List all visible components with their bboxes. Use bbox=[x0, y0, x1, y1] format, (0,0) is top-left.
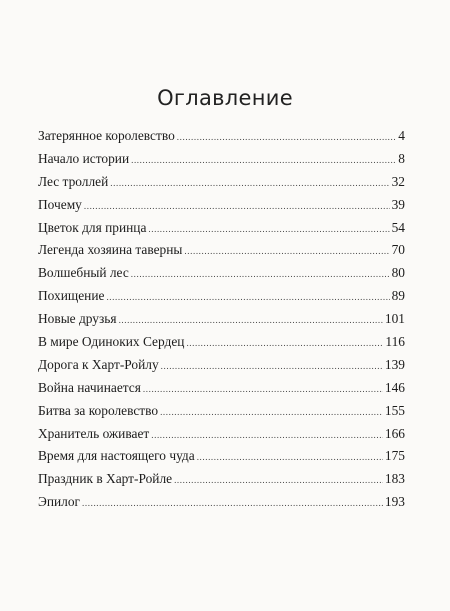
toc-page-number: 8 bbox=[398, 150, 405, 166]
toc-page-number: 146 bbox=[384, 379, 405, 395]
dot-leader bbox=[186, 332, 383, 355]
dot-leader bbox=[160, 401, 383, 424]
dot-leader bbox=[131, 263, 390, 286]
toc-entry bbox=[38, 125, 405, 148]
dot-leader bbox=[110, 172, 389, 195]
toc-entry-title: Лес троллей bbox=[38, 173, 109, 189]
dot-leader bbox=[148, 218, 389, 241]
toc-entry-title: Легенда хозяина таверны bbox=[38, 242, 183, 258]
toc-entry-title: Похищение bbox=[38, 288, 105, 304]
toc-entry-title: Волшебный лес bbox=[38, 265, 129, 281]
toc-page-number: 183 bbox=[384, 471, 405, 487]
toc-page-number: 101 bbox=[384, 311, 405, 327]
toc-entry-title: Битва за королевство bbox=[38, 402, 159, 418]
dot-leader bbox=[131, 149, 396, 172]
toc-page-number: 89 bbox=[391, 288, 405, 304]
toc-entry bbox=[38, 491, 405, 514]
dot-leader bbox=[151, 424, 383, 447]
dot-leader bbox=[82, 492, 383, 515]
dot-leader bbox=[184, 240, 389, 263]
toc-entry-title: Праздник в Харт-Ройле bbox=[38, 471, 173, 487]
toc-entry bbox=[38, 171, 405, 194]
dot-leader bbox=[106, 286, 389, 309]
toc-entry bbox=[38, 468, 405, 491]
toc-entry bbox=[38, 400, 405, 423]
toc-page-number: 166 bbox=[384, 425, 405, 441]
toc-page-number: 39 bbox=[391, 196, 405, 212]
toc-page-number: 32 bbox=[391, 173, 405, 189]
toc-entry bbox=[38, 194, 405, 217]
toc-entry bbox=[38, 308, 405, 331]
toc-page-number: 70 bbox=[391, 242, 405, 258]
toc-page-number: 155 bbox=[384, 402, 405, 418]
dot-leader bbox=[84, 195, 390, 218]
dot-leader bbox=[197, 446, 383, 469]
toc-entry bbox=[38, 148, 405, 171]
toc-page-number: 80 bbox=[391, 265, 405, 281]
toc-entry-title: Хранитель оживает bbox=[38, 425, 150, 441]
toc-page-number: 175 bbox=[384, 448, 405, 464]
toc-entry bbox=[38, 445, 405, 468]
toc-entry-title: Эпилог bbox=[38, 494, 81, 510]
toc-page-number: 54 bbox=[391, 219, 405, 235]
toc-entry bbox=[38, 239, 405, 262]
table-of-contents bbox=[38, 125, 405, 514]
toc-entry bbox=[38, 377, 405, 400]
toc-page-number: 139 bbox=[384, 356, 405, 372]
dot-leader bbox=[143, 378, 383, 401]
toc-page-number: 4 bbox=[398, 128, 405, 143]
toc-page-number: 116 bbox=[385, 334, 405, 350]
toc-heading: Оглавление bbox=[157, 86, 293, 110]
toc-entry bbox=[38, 262, 405, 285]
toc-entry-title: В мире Одиноких Сердец bbox=[38, 334, 185, 350]
toc-entry bbox=[38, 331, 405, 354]
toc-entry-title: Начало истории bbox=[38, 150, 130, 166]
toc-entry bbox=[38, 217, 405, 240]
toc-entry-title: Почему bbox=[38, 196, 82, 212]
dot-leader bbox=[174, 469, 383, 492]
toc-entry-title: Война начинается bbox=[38, 379, 141, 395]
toc-page-number: 193 bbox=[384, 494, 405, 510]
toc-entry-title: Дорога к Харт-Ройлу bbox=[38, 356, 159, 372]
toc-entry bbox=[38, 423, 405, 446]
dot-leader bbox=[161, 355, 383, 378]
toc-entry-title: Новые друзья bbox=[38, 311, 117, 327]
toc-entry-title: Цветок для принца bbox=[38, 219, 147, 235]
toc-entry bbox=[38, 354, 405, 377]
toc-entry-title: Затерянное королевство bbox=[38, 128, 175, 143]
toc-entry bbox=[38, 285, 405, 308]
toc-entry-title: Время для настоящего чуда bbox=[38, 448, 195, 464]
dot-leader bbox=[177, 126, 397, 149]
dot-leader bbox=[119, 309, 383, 332]
